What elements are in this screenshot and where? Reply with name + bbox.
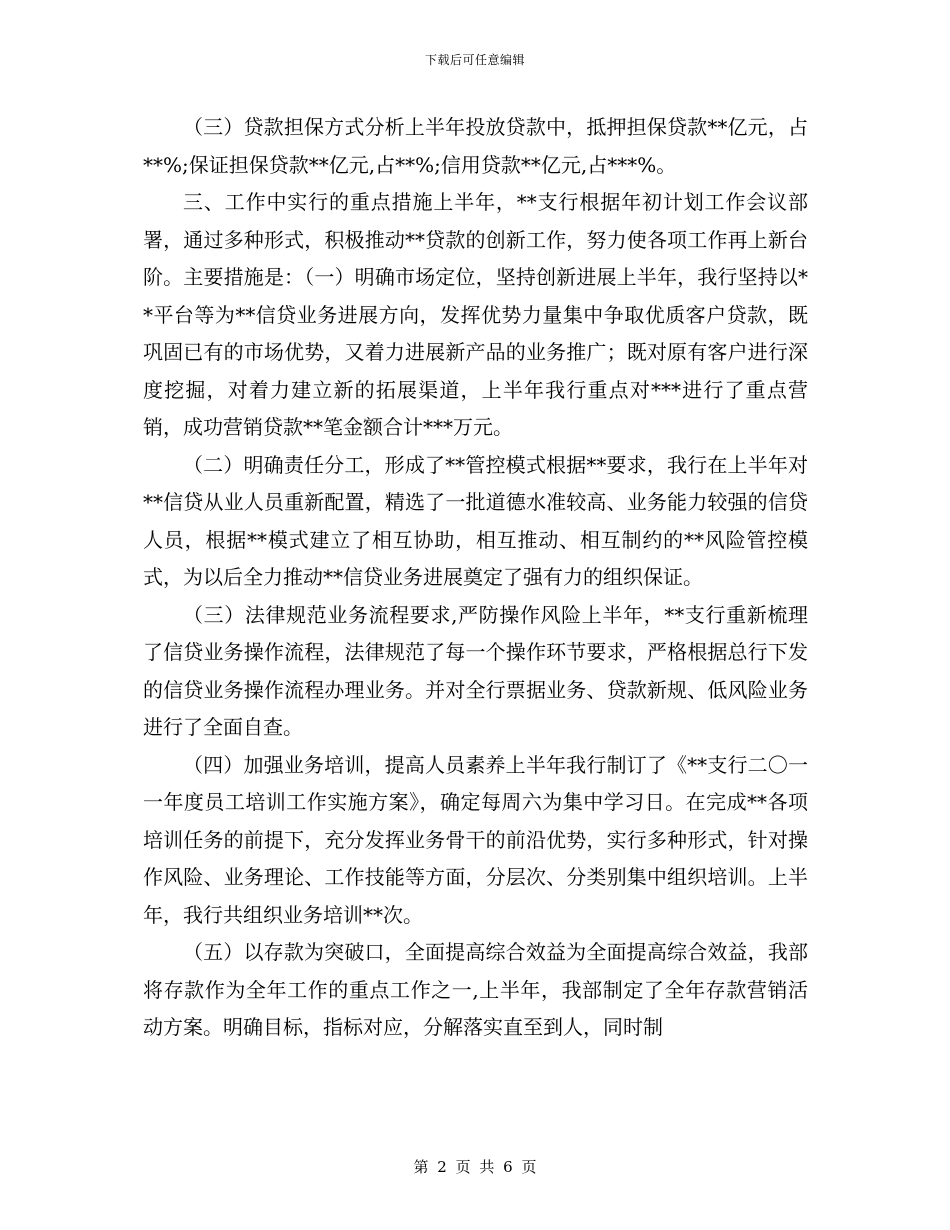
- paragraph-deposits: （五）以存款为突破口，全面提高综合效益为全面提高综合效益，我部将存款作为全年工作的重点工作之一,上半年，我部制定了全年存款营销活动方案。明确目标，指标对应，分解落实直至到人，同时制: [143, 940, 808, 1039]
- page-number: 第 2 页 共 6 页: [413, 1158, 537, 1176]
- paragraph-process-rules: （三）法律规范业务流程要求,严防操作风险上半年，**支行重新梳理了信贷业务操作流程，法律规范了每一个操作环节要求，严格根据总行下发的信贷业务操作流程办理业务。并对全行票据业务、贷款新规、低风险业务进行了全面自查。: [143, 602, 808, 739]
- document-body: [143, 109, 808, 1047]
- paragraph-responsibility: （二）明确责任分工，形成了**管控模式根据**要求，我行在上半年对**信贷从业人员重新配置，精选了一批道德水准较高、业务能力较强的信贷人员，根据**模式建立了相互协助，相互推动、相互制约的**风险管控模式，为以后全力推动**信贷业务进展奠定了强有力的组织保证。: [143, 452, 808, 589]
- paragraph-key-measures: 三、工作中实行的重点措施上半年，**支行根据年初计划工作会议部署，通过多种形式，积极推动**贷款的创新工作，努力使各项工作再上新台阶。主要措施是：（一）明确市场定位，坚持创新进展上半年，我行坚持以**平台等为**信贷业务进展方向，发挥优势力量集中争取优质客户贷款，既巩固已有的市场优势，又着力进展新产品的业务推广；既对原有客户进行深度挖掘，对着力建立新的拓展渠道，上半年我行重点对***进行了重点营销，成功营销贷款**笔金额合计***万元。: [143, 190, 808, 439]
- paragraph-training: （四）加强业务培训，提高人员素养上半年我行制订了《**支行二〇一一年度员工培训工作实施方案》，确定每周六为集中学习日。在完成**各项培训任务的前提下，充分发挥业务骨干的前沿优势，实行多种形式，针对操作风险、业务理论、工作技能等方面，分层次、分类别集中组织培训。上半年，我行共组织业务培训**次。: [143, 752, 808, 927]
- paragraph-loan-guarantee: （三）贷款担保方式分析上半年投放贷款中，抵押担保贷款**亿元，占**%;保证担保贷款**亿元,占**%;信用贷款**亿元,占***%。: [143, 115, 808, 177]
- page-header: 下载后可任意编辑: [424, 53, 525, 67]
